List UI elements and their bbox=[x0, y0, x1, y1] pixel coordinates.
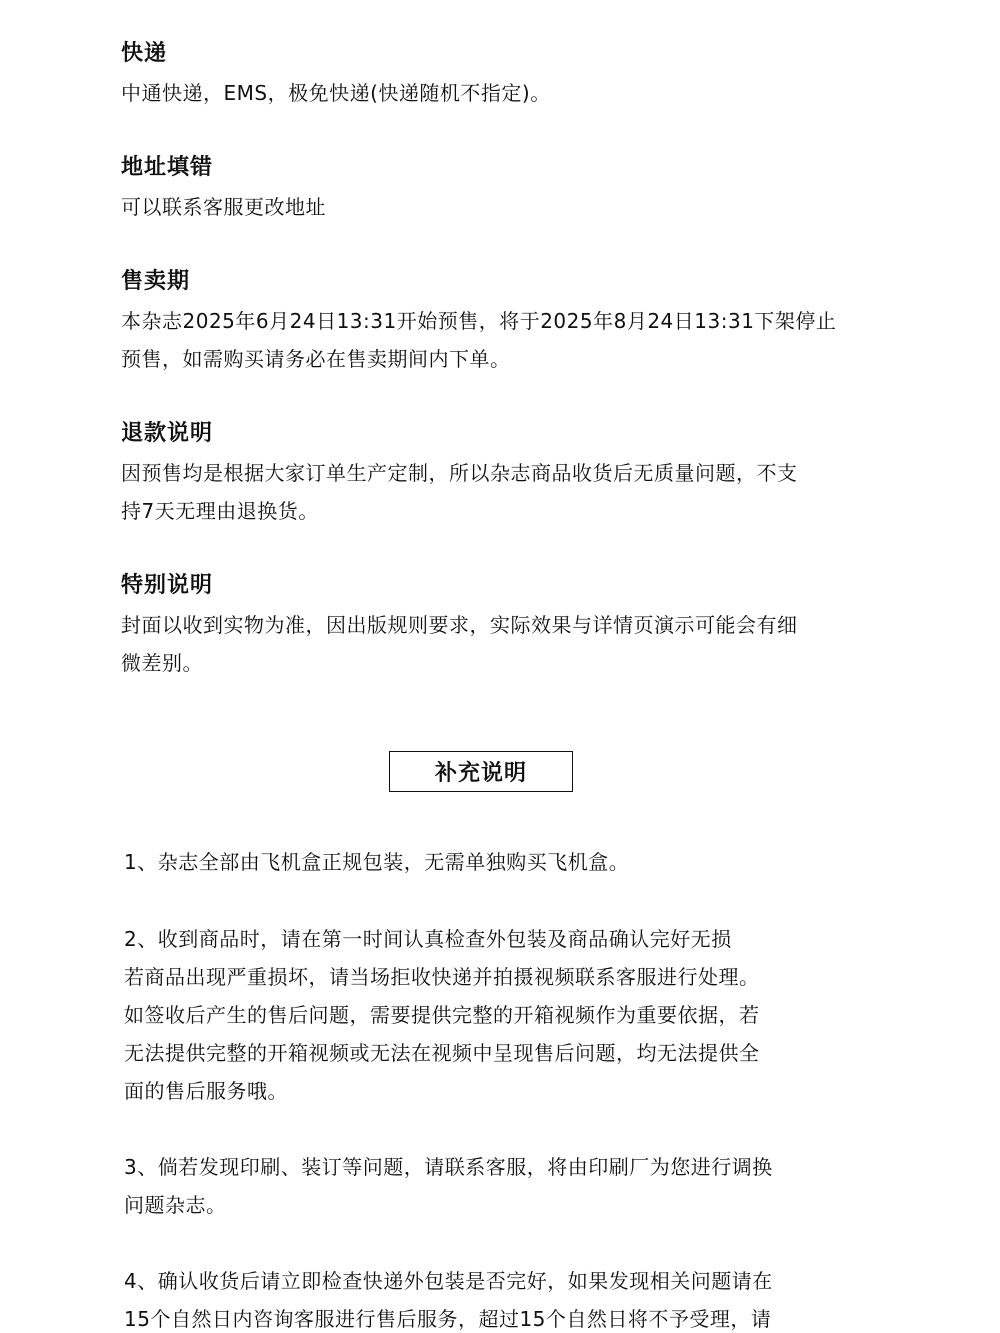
note-line: 如签收后产生的售后问题，需要提供完整的开箱视频作为重要依据，若 bbox=[124, 1003, 760, 1027]
body-line: 持7天无理由退换货。 bbox=[121, 499, 319, 523]
section-address-error bbox=[121, 152, 901, 226]
supplement-note-4 bbox=[124, 1262, 864, 1333]
section-title: 特别说明 bbox=[121, 573, 214, 598]
note-line: 无法提供完整的开箱视频或无法在视频中呈现售后问题，均无法提供全 bbox=[124, 1041, 760, 1065]
section-sale-period bbox=[121, 266, 901, 378]
supplement-note-1 bbox=[124, 843, 864, 881]
supplement-note-3 bbox=[124, 1148, 864, 1224]
section-body bbox=[121, 454, 901, 530]
section-shipping bbox=[121, 38, 901, 112]
body-line: 预售，如需购买请务必在售卖期间内下单。 bbox=[121, 347, 511, 371]
note-line: 若商品出现严重损坏，请当场拒收快递并拍摄视频联系客服进行处理。 bbox=[124, 965, 760, 989]
body-line: 中通快递，EMS，极免快递(快递随机不指定)。 bbox=[121, 81, 551, 105]
body-line: 因预售均是根据大家订单生产定制，所以杂志商品收货后无质量问题，不支 bbox=[121, 461, 798, 485]
section-title: 退款说明 bbox=[121, 421, 214, 446]
supplement-title-box bbox=[389, 751, 573, 792]
section-body bbox=[121, 606, 901, 682]
note-line: 问题杂志。 bbox=[124, 1193, 227, 1217]
section-special-notes bbox=[121, 570, 901, 682]
section-body bbox=[121, 74, 901, 112]
section-title: 售卖期 bbox=[121, 269, 191, 294]
note-line: 4、确认收货后请立即检查快递外包装是否完好，如果发现相关问题请在 bbox=[124, 1269, 773, 1293]
supplement-title: 补充说明 bbox=[434, 761, 527, 786]
section-body bbox=[121, 188, 901, 226]
note-line: 3、倘若发现印刷、装订等问题，请联系客服，将由印刷厂为您进行调换 bbox=[124, 1155, 773, 1179]
section-title: 快递 bbox=[121, 41, 168, 66]
section-refund-policy bbox=[121, 418, 901, 530]
note-line: 1、杂志全部由飞机盒正规包装，无需单独购买飞机盒。 bbox=[124, 850, 630, 874]
section-body bbox=[121, 302, 901, 378]
body-line: 可以联系客服更改地址 bbox=[121, 195, 326, 219]
body-line: 封面以收到实物为准，因出版规则要求，实际效果与详情页演示可能会有细 bbox=[121, 613, 798, 637]
note-line: 面的售后服务哦。 bbox=[124, 1079, 288, 1103]
body-line: 微差别。 bbox=[121, 651, 203, 675]
body-line: 本杂志2025年6月24日13:31开始预售，将于2025年8月24日13:31下架停止 bbox=[121, 309, 837, 333]
supplement-note-2 bbox=[124, 920, 864, 1110]
note-line: 15个自然日内咨询客服进行售后服务，超过15个自然日将不予受理，请 bbox=[124, 1307, 772, 1331]
note-line: 2、收到商品时，请在第一时间认真检查外包装及商品确认完好无损 bbox=[124, 927, 732, 951]
section-title: 地址填错 bbox=[121, 155, 214, 180]
